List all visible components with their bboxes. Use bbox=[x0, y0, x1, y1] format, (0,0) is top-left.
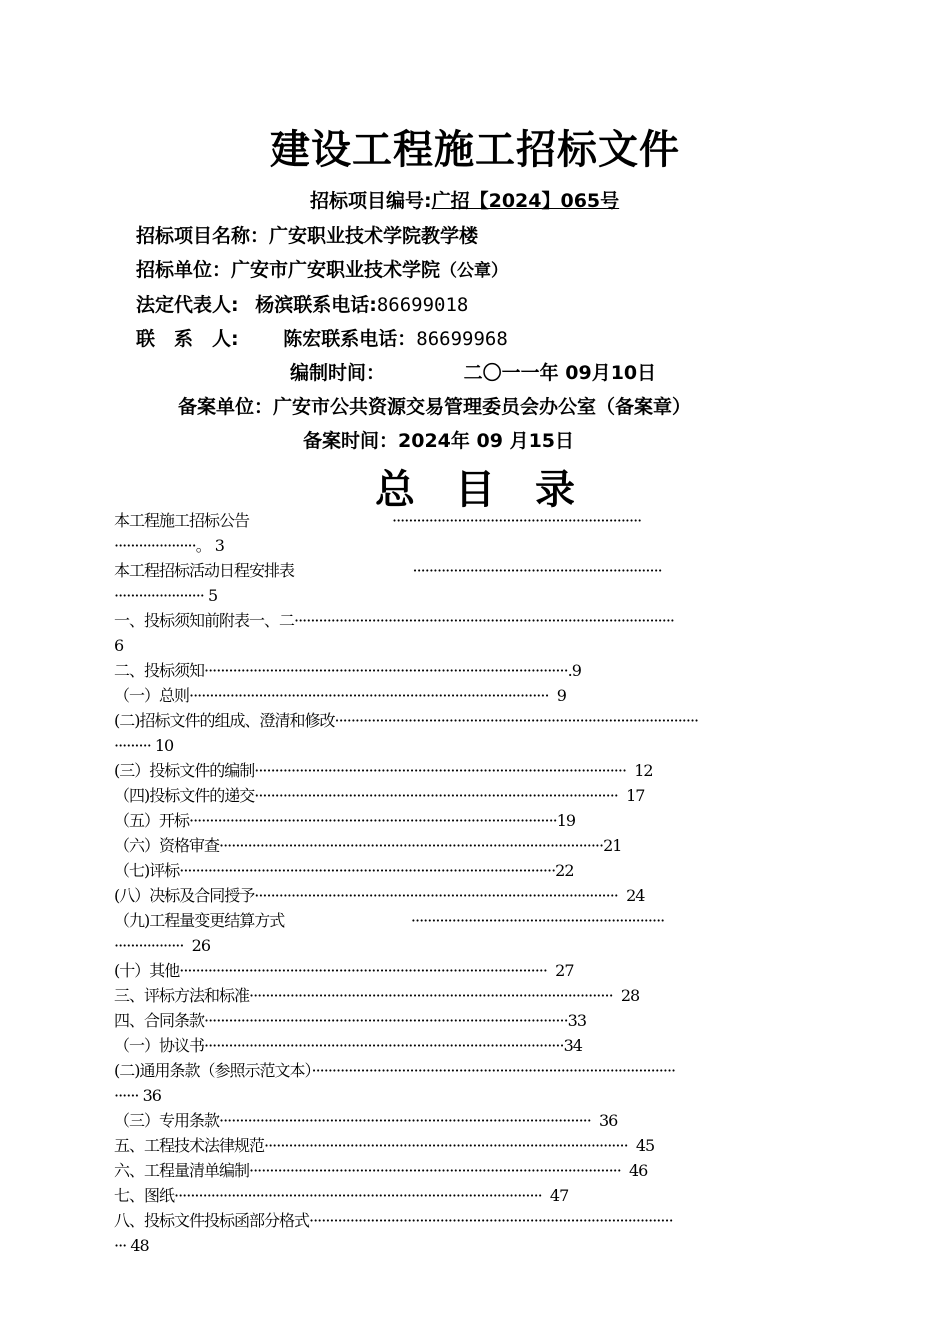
project-number-line bbox=[310, 186, 619, 213]
legal-rep-line bbox=[136, 290, 468, 317]
contact-label: 联 系 人: bbox=[136, 328, 239, 350]
toc-entry-text: 三、评标方法和标准························································································· 28 bbox=[114, 986, 640, 1005]
toc-entry bbox=[114, 1033, 854, 1058]
toc-entry-text: 6 bbox=[114, 636, 124, 655]
tender-unit-label: 招标单位： bbox=[136, 259, 232, 281]
toc-entry-text: (十）其他·························································································· 27 bbox=[114, 961, 574, 980]
document-title: 建设工程施工招标文件 bbox=[270, 127, 680, 173]
toc-entry bbox=[114, 958, 854, 983]
toc-entry bbox=[114, 558, 854, 583]
tender-unit-line bbox=[136, 255, 508, 282]
compile-time-value: 二〇一一年 09月10日 bbox=[463, 362, 657, 384]
toc-entry-text: 五、工程技术法律规范························································································· 45 bbox=[114, 1136, 655, 1155]
record-time-line bbox=[303, 426, 574, 453]
toc-entry-text: ········· 10 bbox=[114, 736, 174, 755]
toc-entry-text: （七)评标····························································································22 bbox=[114, 861, 574, 880]
toc-entry bbox=[114, 633, 854, 658]
contact-value: 陈宏联系电话： bbox=[283, 328, 417, 350]
toc-entry bbox=[114, 883, 854, 908]
toc-entry bbox=[114, 933, 854, 958]
toc-entry bbox=[114, 758, 854, 783]
toc-entry-text: (三）投标文件的编制··························································································· 12 bbox=[114, 761, 653, 780]
toc-entry-text: (二)通用条款（参照示范文本）························································································· bbox=[114, 1061, 676, 1080]
compile-time-label: 编制时间： bbox=[290, 362, 386, 384]
toc-entry bbox=[114, 1108, 854, 1133]
toc-entry bbox=[114, 1008, 854, 1033]
toc-entry-text: 四、合同条款·························································································33 bbox=[114, 1011, 587, 1030]
toc-entry bbox=[114, 1158, 854, 1183]
legal-rep-value: 杨滨联系电话: bbox=[255, 294, 377, 316]
toc-entry bbox=[114, 783, 854, 808]
toc-entry-text: 本工程招标活动日程安排表 ····························································· bbox=[114, 561, 662, 580]
toc-entry bbox=[114, 583, 854, 608]
toc-entry bbox=[114, 833, 854, 858]
toc-entry-text: （一）协议书························································································34 bbox=[114, 1036, 582, 1055]
record-time-value: 2024年 09 月15日 bbox=[398, 430, 575, 452]
project-name-value: 广安职业技术学院教学楼 bbox=[269, 225, 479, 247]
toc-entry-text: （四)投标文件的递交························································································· 17 bbox=[114, 786, 645, 805]
toc-entry bbox=[114, 1058, 854, 1083]
toc-entry bbox=[114, 1083, 854, 1108]
table-of-contents bbox=[114, 508, 854, 1258]
toc-entry-text: （九)工程量变更结算方式 ······························································ bbox=[114, 911, 665, 930]
toc-entry bbox=[114, 533, 854, 558]
toc-entry bbox=[114, 1183, 854, 1208]
record-unit-line bbox=[178, 392, 691, 419]
record-unit-label: 备案单位： bbox=[178, 396, 274, 418]
record-unit-value: 广安市公共资源交易管理委员会办公室 bbox=[273, 396, 597, 418]
toc-entry bbox=[114, 658, 854, 683]
toc-entry-text: 六、工程量清单编制··························································································· 46 bbox=[114, 1161, 648, 1180]
toc-entry bbox=[114, 1233, 854, 1258]
toc-entry-text: 本工程施工招标公告 ····························································· bbox=[114, 511, 642, 530]
record-unit-seal: （备案章） bbox=[596, 396, 692, 418]
compile-time-line bbox=[290, 358, 656, 385]
contact-line bbox=[136, 324, 508, 351]
toc-entry bbox=[114, 733, 854, 758]
toc-title: 总目录 bbox=[375, 467, 615, 513]
toc-entry-text: （六）资格审查······························································································21 bbox=[114, 836, 622, 855]
toc-entry bbox=[114, 608, 854, 633]
toc-entry-text: 一、投标须知前附表一、二····························································································· bbox=[114, 611, 674, 630]
toc-entry bbox=[114, 858, 854, 883]
toc-entry-text: 八、投标文件投标函部分格式························································································· bbox=[114, 1211, 673, 1230]
toc-entry-text: ····················。 3 bbox=[114, 536, 224, 555]
toc-entry bbox=[114, 1208, 854, 1233]
project-number-label: 招标项目编号: bbox=[310, 190, 432, 212]
toc-entry-text: （一）总则························································································ 9 bbox=[114, 686, 566, 705]
project-number-value: 广招【2024】065号 bbox=[431, 190, 620, 212]
toc-entry-text: (二)招标文件的组成、澄清和修改························································································· bbox=[114, 711, 699, 730]
tender-unit-seal: （公章） bbox=[440, 261, 509, 281]
toc-entry-text: ················· 26 bbox=[114, 936, 210, 955]
legal-rep-phone: 86699018 bbox=[376, 294, 469, 316]
toc-entry-text: 七、图纸·························································································· 47 bbox=[114, 1186, 569, 1205]
toc-entry bbox=[114, 908, 854, 933]
tender-unit-value: 广安市广安职业技术学院 bbox=[231, 259, 441, 281]
toc-entry bbox=[114, 983, 854, 1008]
toc-entry bbox=[114, 1133, 854, 1158]
toc-entry-text: （三）专用条款··························································································· 36 bbox=[114, 1111, 618, 1130]
legal-rep-label: 法定代表人: bbox=[136, 294, 239, 316]
contact-phone: 86699968 bbox=[416, 328, 508, 350]
toc-entry-text: ··· 48 bbox=[114, 1236, 149, 1255]
project-name-line bbox=[136, 221, 478, 248]
toc-entry bbox=[114, 508, 854, 533]
toc-entry-text: ······ 36 bbox=[114, 1086, 161, 1105]
toc-entry-text: ······················ 5 bbox=[114, 586, 218, 605]
project-name-label: 招标项目名称： bbox=[136, 225, 270, 247]
toc-entry-text: （五）开标··························································································19 bbox=[114, 811, 576, 830]
toc-entry-text: (八）决标及合同授予························································································· 24 bbox=[114, 886, 645, 905]
toc-entry bbox=[114, 683, 854, 708]
toc-entry bbox=[114, 808, 854, 833]
toc-entry bbox=[114, 708, 854, 733]
record-time-label: 备案时间： bbox=[303, 430, 399, 452]
toc-entry-text: 二、投标须知·························································································.9 bbox=[114, 661, 581, 680]
